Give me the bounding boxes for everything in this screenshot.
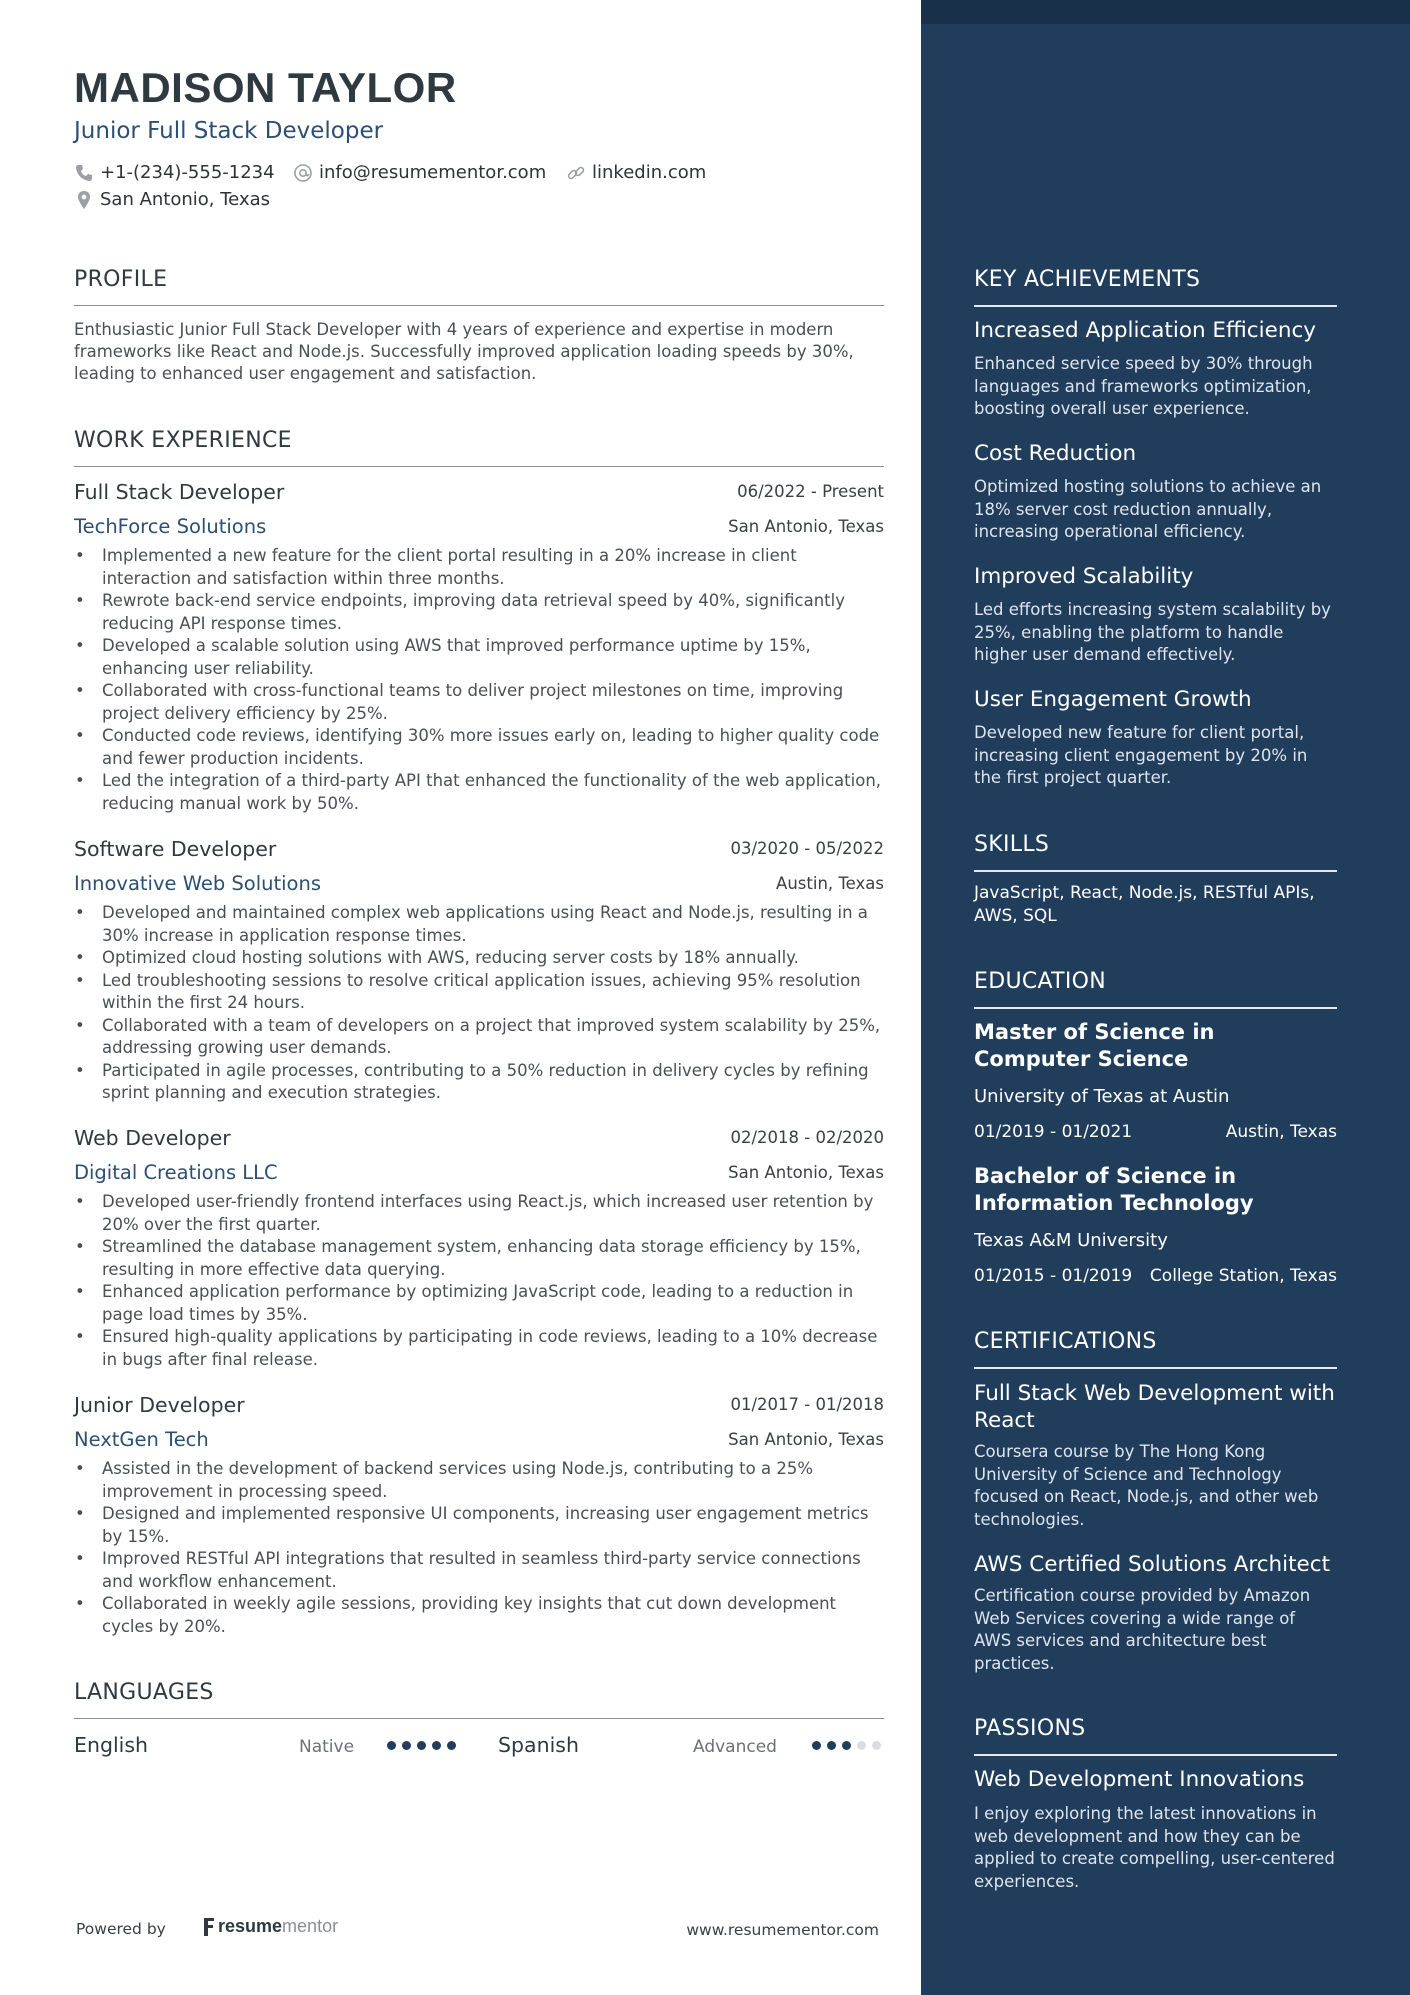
rating-dot <box>842 1741 851 1750</box>
bullet-item: • Implemented a new feature for the client portal resulting in a 20% increase in client interaction and satisfaction within three months. <box>74 545 884 590</box>
experience-heading-text: WORK EXPERIENCE <box>74 428 292 453</box>
rating-dot <box>417 1741 426 1750</box>
resumementor-logo-icon <box>200 1917 218 1937</box>
achievement-title: Cost Reduction <box>974 441 1137 466</box>
divider <box>974 1754 1337 1756</box>
job-location: San Antonio, Texas <box>728 1163 884 1182</box>
achievement-title: User Engagement Growth <box>974 687 1252 712</box>
achievement-text: Led efforts increasing system scalability by 25%, enabling the platform to handle higher user demand effectively. <box>974 600 1331 664</box>
candidate-title: Junior Full Stack Developer <box>74 118 384 144</box>
rating-dot <box>827 1741 836 1750</box>
bullet-item: • Developed and maintained complex web applications using React and Node.js, resulting in a 30% increase in application response times. <box>74 902 884 947</box>
certifications-heading <box>974 1329 1337 1354</box>
bullet-item: • Enhanced application performance by optimizing JavaScript code, leading to a reduction in page load times by 35%. <box>74 1281 884 1326</box>
job-company: TechForce Solutions <box>74 515 267 538</box>
job-title: Web Developer <box>74 1126 231 1150</box>
certification-title: AWS Certified Solutions Architect <box>974 1552 1331 1577</box>
brand-logo[interactable] <box>200 1916 338 1937</box>
achievements-heading <box>974 267 1337 292</box>
rating-dot <box>432 1741 441 1750</box>
contact-email[interactable] <box>293 162 546 183</box>
job-dates: 06/2022 - Present <box>737 482 884 501</box>
languages-heading-text: LANGUAGES <box>74 1680 214 1705</box>
linkedin-text[interactable]: linkedin.com <box>592 162 707 183</box>
language-name: English <box>74 1733 149 1757</box>
job-dates: 03/2020 - 05/2022 <box>730 839 884 858</box>
at-icon <box>293 163 313 183</box>
achievement-text: Enhanced service speed by 30% through languages and frameworks optimization, boosting overall user experience. <box>974 354 1313 418</box>
achievement-text: Developed new feature for client portal, increasing client engagement by 20% in the first project quarter. <box>974 723 1308 787</box>
skills-heading-text: SKILLS <box>974 832 1050 857</box>
skills-list: JavaScript, React, Node.js, RESTful APIs, AWS, SQL <box>974 883 1315 926</box>
divider <box>74 1718 884 1719</box>
contact-phone <box>74 162 275 183</box>
achievement-title: Increased Application Efficiency <box>974 318 1316 343</box>
sidebar <box>921 0 1410 1995</box>
rating-dot <box>402 1741 411 1750</box>
job-bullets <box>74 1191 884 1371</box>
passion-title: Web Development Innovations <box>974 1767 1305 1792</box>
bullet-item: • Ensured high-quality applications by participating in code reviews, leading to a 10% decrease in bugs after final release. <box>74 1326 884 1371</box>
education-location: Austin, Texas <box>1225 1122 1337 1142</box>
profile-heading-text: PROFILE <box>74 267 168 292</box>
education-heading-text: EDUCATION <box>974 969 1107 994</box>
job-company: Digital Creations LLC <box>74 1161 278 1184</box>
passions-heading-text: PASSIONS <box>974 1716 1086 1741</box>
education-dates: 01/2015 - 01/2019 <box>974 1266 1133 1286</box>
divider <box>74 466 884 467</box>
divider <box>974 1367 1337 1369</box>
language-rating <box>387 1741 462 1750</box>
email-text[interactable]: info@resumementor.com <box>319 162 547 183</box>
brand-bold: resume <box>218 1916 283 1936</box>
skills-heading <box>974 832 1337 857</box>
rating-dot <box>812 1741 821 1750</box>
education-heading <box>974 969 1337 994</box>
rating-dot <box>872 1741 881 1750</box>
candidate-name: MADISON TAYLOR <box>74 64 457 111</box>
profile-summary: Enthusiastic Junior Full Stack Developer with 4 years of experience and expertise in modern frameworks like React and Node.js. Successfully improved application loading speeds by 30%, leading to enhanced user engagement and satisfaction. <box>74 320 854 383</box>
certification-title: Full Stack Web Development with React <box>974 1381 1335 1433</box>
rating-dot <box>447 1741 456 1750</box>
link-icon <box>566 163 586 183</box>
job-dates: 02/2018 - 02/2020 <box>730 1128 884 1147</box>
experience-heading <box>74 428 884 453</box>
rating-dot <box>387 1741 396 1750</box>
bullet-item: • Collaborated with cross-functional teams to deliver project milestones on time, improving project delivery efficiency by 25%. <box>74 680 884 725</box>
brand-light: mentor <box>282 1916 339 1936</box>
education-school: Texas A&M University <box>974 1230 1168 1251</box>
achievement-title: Improved Scalability <box>974 564 1194 589</box>
passion-text: I enjoy exploring the latest innovations in web development and how they can be applied to create compelling, user-centered experiences. <box>974 1804 1335 1891</box>
job-location: San Antonio, Texas <box>728 1430 884 1449</box>
certification-text: Coursera course by The Hong Kong University of Science and Technology focused on React, Node.js, and other web technologies. <box>974 1442 1319 1529</box>
passions-heading <box>974 1716 1337 1741</box>
job-bullets <box>74 545 884 815</box>
bullet-item: • Developed user-friendly frontend interfaces using React.js, which increased user retention by 20% over the first quarter. <box>74 1191 884 1236</box>
location-pin-icon <box>74 190 94 210</box>
profile-heading <box>74 267 884 292</box>
bullet-item: • Led troubleshooting sessions to resolve critical application issues, achieving 95% resolution within the first 24 hours. <box>74 970 884 1015</box>
divider <box>974 305 1337 307</box>
bullet-item: • Led the integration of a third-party API that enhanced the functionality of the web application, reducing manual work by 50%. <box>74 770 884 815</box>
job-company: Innovative Web Solutions <box>74 872 321 895</box>
language-name: Spanish <box>498 1733 579 1757</box>
bullet-item: • Optimized cloud hosting solutions with AWS, reducing server costs by 18% annually. <box>74 947 884 970</box>
achievements-heading-text: KEY ACHIEVEMENTS <box>974 267 1201 292</box>
education-location: College Station, Texas <box>1149 1266 1337 1286</box>
bullet-item: • Improved RESTful API integrations that resulted in seamless third-party service connections and workflow enhancement. <box>74 1548 884 1593</box>
job-location: Austin, Texas <box>776 874 884 893</box>
job-company: NextGen Tech <box>74 1428 209 1451</box>
phone-text: +1-(234)-555-1234 <box>100 162 275 183</box>
powered-by: Powered by <box>76 1920 166 1938</box>
location-text: San Antonio, Texas <box>100 189 270 210</box>
language-rating <box>812 1741 887 1750</box>
bullet-item: • Streamlined the database management system, enhancing data storage efficiency by 15%, resulting in more effective data querying. <box>74 1236 884 1281</box>
education-degree: Master of Science in Computer Science <box>974 1020 1215 1071</box>
bullet-item: • Collaborated with a team of developers on a project that improved system scalability by 25%, addressing growing user demands. <box>74 1015 884 1060</box>
education-dates: 01/2019 - 01/2021 <box>974 1122 1133 1142</box>
divider <box>974 870 1337 872</box>
certifications-heading-text: CERTIFICATIONS <box>974 1329 1157 1354</box>
job-title: Software Developer <box>74 837 277 861</box>
job-dates: 01/2017 - 01/2018 <box>730 1395 884 1414</box>
job-title: Junior Developer <box>74 1393 245 1417</box>
divider <box>974 1007 1337 1009</box>
bullet-item: • Developed a scalable solution using AWS that improved performance uptime by 15%, enhancing user reliability. <box>74 635 884 680</box>
contact-linkedin[interactable] <box>566 162 706 183</box>
sidebar-top-band <box>921 0 1410 24</box>
bullet-item: • Participated in agile processes, contributing to a 50% reduction in delivery cycles by refining sprint planning and execution strategies. <box>74 1060 884 1105</box>
language-level: Native <box>299 1737 355 1757</box>
divider <box>74 305 884 306</box>
certification-text: Certification course provided by Amazon Web Services covering a wide range of AWS services and architecture best practices. <box>974 1586 1311 1673</box>
contact-location <box>74 189 270 210</box>
job-title: Full Stack Developer <box>74 480 285 504</box>
bullet-item: • Rewrote back-end service endpoints, improving data retrieval speed by 40%, significantly reducing API response times. <box>74 590 884 635</box>
phone-icon <box>74 163 94 183</box>
job-location: San Antonio, Texas <box>728 517 884 536</box>
achievement-text: Optimized hosting solutions to achieve an 18% server cost reduction annually, increasing operational efficiency. <box>974 477 1322 541</box>
rating-dot <box>857 1741 866 1750</box>
education-school: University of Texas at Austin <box>974 1086 1230 1107</box>
bullet-item: • Conducted code reviews, identifying 30% more issues early on, leading to higher quality code and fewer production incidents. <box>74 725 884 770</box>
bullet-item: • Assisted in the development of backend services using Node.js, contributing to a 25% improvement in processing speed. <box>74 1458 884 1503</box>
languages-heading <box>74 1680 884 1705</box>
bullet-item: • Designed and implemented responsive UI components, increasing user engagement metrics by 15%. <box>74 1503 884 1548</box>
education-degree: Bachelor of Science in Information Technology <box>974 1164 1254 1215</box>
bullet-item: • Collaborated in weekly agile sessions, providing key insights that cut down development cycles by 20%. <box>74 1593 884 1638</box>
website-link[interactable]: www.resumementor.com <box>686 1921 879 1939</box>
language-level: Advanced <box>693 1737 777 1757</box>
job-bullets <box>74 902 884 1105</box>
job-bullets <box>74 1458 884 1638</box>
